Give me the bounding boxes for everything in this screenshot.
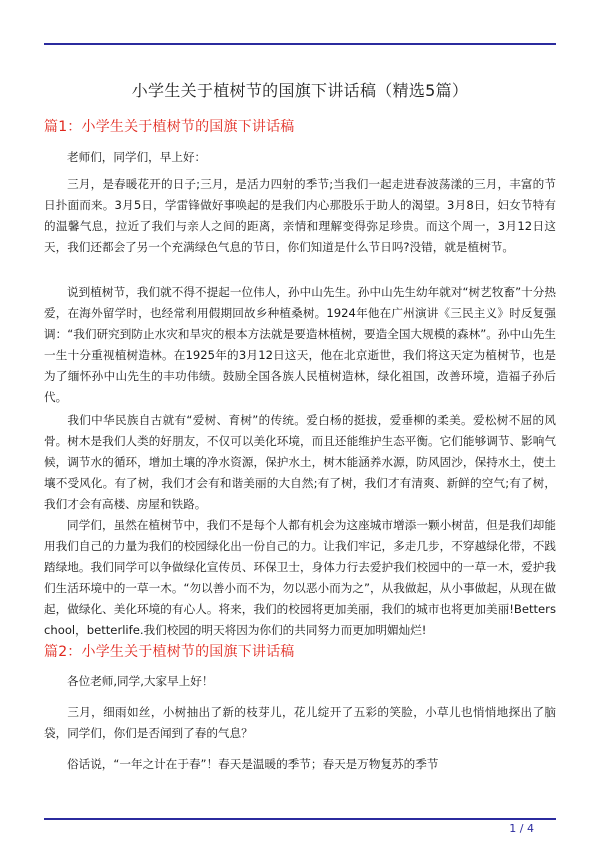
section-2-heading: 篇2：小学生关于植树节的国旗下讲话稿: [44, 644, 295, 660]
page-number: 1 / 4: [509, 822, 534, 835]
paragraph: 老师们，同学们，早上好：: [67, 150, 207, 164]
paragraph: 同学们，虽然在植树节中，我们不是每个人都有机会为这座城市增添一颗小树苗，但是我们却能用我们自己的力量为我们的校园绿化出一份自己的力。让我们牢记，多走几步，不穿越绿化带，不践踏绿地。我们同学可以争做绿化宣传员、环保卫士，身体力行去爱护我们校园中的一草一木，爱护我们生活环境中的一草一木。“勿以善小而不为，勿以恶小而为之”，从我做起，从小事做起，从现在做起，做绿化、美化环境的有心人。将来，我们的校园将更加美丽，我们的城市也将更加美丽!Betterschool，betterlife.我们校园的明天将因为你们的共同努力而更加明媚灿烂!: [44, 518, 556, 637]
paragraph: 我们中华民族自古就有“爱树、育树”的传统。爱白杨的挺拔，爱垂柳的柔美。爱松树不屈的风骨。树木是我们人类的好朋友，不仅可以美化环境，而且还能维护生态平衡。它们能够调节、影响气候，调节水的循环，增加土壤的净水资源，保护水土，树木能涵养水源，防风固沙，保持水土，使土壤不受风化。有了树，我们才会有和谐美丽的大自然;有了树，我们才有清爽、新鲜的空气;有了树，我们才会有高楼、房屋和铁路。: [44, 413, 556, 511]
header-rule: [44, 43, 556, 45]
section-1-heading: 篇1：小学生关于植树节的国旗下讲话稿: [44, 119, 295, 135]
footer-rule: [44, 818, 556, 820]
paragraph: 说到植树节，我们就不得不提起一位伟人，孙中山先生。孙中山先生幼年就对“树艺牧畜”十分热爱，在海外留学时，也经常利用假期回故乡种植桑树。1924年他在广州演讲《三民主义》时反复强调：“我们研究到防止水灾和旱灾的根本方法就是要造林植树，要造全国大规模的森林”。孙中山先生一生十分重视植树造林。在1925年的3月12日这天，他在北京逝世，我们将这天定为植树节，也是为了缅怀孙中山先生的丰功伟绩。鼓励全国各族人民植树造林，绿化祖国，改善环境，造福子孙后代。: [44, 285, 556, 404]
paragraph: 俗话说，“一年之计在于春”！春天是温暖的季节；春天是万物复苏的季节: [67, 757, 439, 771]
paragraph: 各位老师,同学,大家早上好！: [67, 674, 214, 688]
paragraph: 三月，细雨如丝，小树抽出了新的枝芽儿，花儿绽开了五彩的笑脸，小草儿也悄悄地探出了脑袋，同学们，你们是否闻到了春的气息？: [44, 705, 556, 740]
document-title: 小学生关于植树节的国旗下讲话稿（精选5篇）: [131, 81, 469, 100]
paragraph: 三月，是春暖花开的日子;三月，是活力四射的季节;当我们一起走进春波荡漾的三月，丰富的节日扑面而来。3月5日，学雷锋做好事唤起的是我们内心那股乐于助人的渴望。3月8日，妇女节特有的温馨气息，拉近了我们与亲人之间的距离，亲情和理解变得弥足珍贵。而这个周一，3月12日这天，我们还都会了另一个充满绿色气息的节日，你们知道是什么节日吗?没错，就是植树节。: [44, 177, 556, 254]
